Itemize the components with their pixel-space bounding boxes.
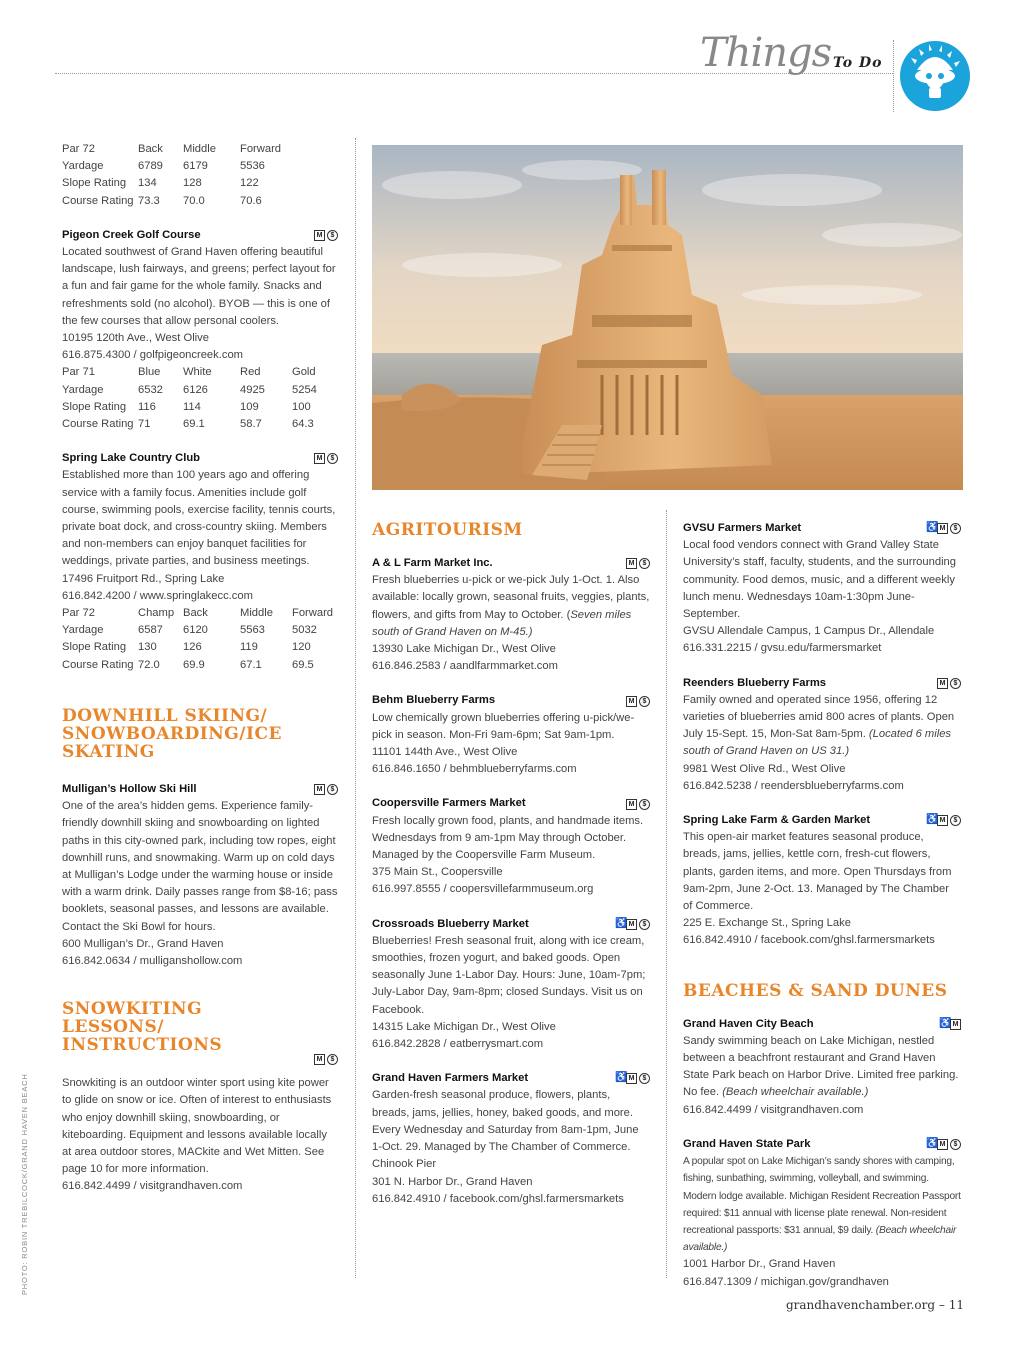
listing-contact: 616.846.2583 / aandlfarmmarket.com bbox=[372, 660, 558, 673]
listing-description: Sandy swimming beach on Lake Michigan, nestled between a beachfront restaurant and Grand Haven State Park beach on Harbor Drive. Limited free parking. No fee. (Beach wheelchair available.) bbox=[683, 1034, 959, 1099]
wheelchair-icon: ♿ bbox=[615, 917, 628, 929]
listing-spring-lake-farm bbox=[683, 812, 961, 950]
listing-description: Local food vendors connect with Grand Valley State University’s staff, faculty, students, and the surrounding community. Food demos, music, and a different weekly lunch menu. Wednesdays 10am-1:30pm June-September. bbox=[683, 539, 956, 621]
restroom-icon: M bbox=[626, 558, 637, 569]
listing-name: Spring Lake Country Club M $ bbox=[62, 450, 338, 467]
listing-description: This open-air market features seasonal produce, breads, jams, jellies, kettle corn, fresh-cut flowers, plants, garden items, and more. Open Thursdays from 9am-2pm, June 2-Oct. 13. Managed by The Chamber of Commerce. bbox=[683, 831, 952, 913]
section-heading-agritourism: AGRITOURISM bbox=[372, 520, 523, 540]
footer-website: grandhavenchamber.org bbox=[785, 1298, 936, 1312]
restroom-icon: M bbox=[314, 1054, 325, 1065]
listing-coopersville bbox=[372, 795, 650, 898]
restroom-icon: M bbox=[937, 678, 948, 689]
listing-description: One of the area’s hidden gems. Experience family-friendly downhill skiing and snowboarding on lighted paths in this city-owned park, including tow ropes, eight downhill runs, and snowmaking. Warm up on cold days at Mulligan’s Lodge under the warming house or inside with a warm drink. Daily passes range from $8-16; pass booklets, seasonal passes, and lessons are available. Contact the Ski Bowl for hours. bbox=[62, 800, 338, 933]
listing-address: GVSU Allendale Campus, 1 Campus Dr., Allendale bbox=[683, 625, 935, 638]
listing-address: 11101 144th Ave., West Olive bbox=[372, 746, 518, 759]
listing-address: 1001 Harbor Dr., Grand Haven bbox=[683, 1258, 836, 1271]
table-row: Yardage 6789 6179 5536 bbox=[62, 160, 265, 173]
fee-icon: $ bbox=[327, 1054, 338, 1065]
page-number: 11 bbox=[948, 1298, 964, 1312]
restroom-icon: M bbox=[314, 453, 325, 464]
listing-contact: 616.842.4499 / visitgrandhaven.com bbox=[683, 1103, 864, 1116]
listing-address: 9981 West Olive Rd., West Olive bbox=[683, 762, 846, 775]
wheelchair-icon: ♿ bbox=[939, 1017, 952, 1029]
table-row: Slope Rating 134 128 122 bbox=[62, 177, 259, 190]
listing-name: Crossroads Blueberry Market ♿ M $ bbox=[372, 916, 650, 933]
section-heading-skiing: DOWNHILL SKIING/ SNOWBOARDING/ICE SKATING bbox=[62, 705, 282, 762]
listing-description: A popular spot on Lake Michigan’s sandy shores with camping, fishing, sunbathing, swimming, volleyball, and swimming. Modern lodge available. Michigan Resident Recreation Passport required: $11 annual with license plate renewal. Non-resident recreational passports: $31 annual, $9 daily. (Beach wheelchair available.) bbox=[683, 1156, 961, 1254]
table-row: Slope Rating 116 114 109 100 bbox=[62, 400, 311, 413]
listing-name: Grand Haven State Park ♿ M $ bbox=[683, 1136, 961, 1153]
fee-icon: $ bbox=[639, 696, 650, 707]
listing-description: Established more than 100 years ago and offering service with a family focus. Amenities include golf course, swimming pools, exercise facility, tennis courts, private boat dock, and cross-country skiing. Members and non-members can enjoy banquet facilities for weddings, private parties, and business meetings. bbox=[62, 469, 336, 568]
restroom-icon: M bbox=[626, 919, 637, 930]
listing-name: Pigeon Creek Golf Course M $ bbox=[62, 227, 338, 244]
listing-gh-farmers-market bbox=[372, 1070, 650, 1208]
sand-castle-photo bbox=[372, 145, 963, 490]
column-1 bbox=[62, 141, 338, 1196]
wheelchair-icon: ♿ bbox=[615, 1072, 628, 1084]
listing-icons bbox=[62, 1054, 338, 1065]
listing-contact: 616.842.4910 / facebook.com/ghsl.farmersmarkets bbox=[683, 934, 935, 947]
listing-name: Reenders Blueberry Farms M $ bbox=[683, 675, 961, 692]
listing-name: A & L Farm Market Inc. M $ bbox=[372, 555, 650, 572]
listing-contact: 616.875.4300 / golfpigeoncreek.com bbox=[62, 349, 243, 362]
page-footer bbox=[786, 1298, 964, 1312]
listing-contact: 616.846.1650 / behmblueberryfarms.com bbox=[372, 763, 577, 776]
fee-icon: $ bbox=[639, 799, 650, 810]
fee-icon: $ bbox=[327, 453, 338, 464]
photo-credit: PHOTO: ROBIN TREBILCOCK/GRAND HAVEN BEACH bbox=[20, 1073, 29, 1295]
restroom-icon: M bbox=[626, 1073, 637, 1084]
fee-icon: $ bbox=[327, 230, 338, 241]
restroom-icon: M bbox=[937, 815, 948, 826]
course-stats-table bbox=[62, 141, 281, 210]
wheelchair-icon: ♿ bbox=[926, 522, 939, 534]
listing-gvsu bbox=[683, 520, 961, 658]
fee-icon: $ bbox=[639, 1073, 650, 1084]
listing-description: Blueberries! Fresh seasonal fruit, along with ice cream, smoothies, frozen yogurt, and baked goods. Open seasonally June 1-Labor Day. Hours: June, 10am-7pm; July-Labor Day, 9am-8pm; closed Sundays. Visit us on Facebook. bbox=[372, 934, 646, 1016]
fee-icon: $ bbox=[639, 558, 650, 569]
listing-mulligans-hollow bbox=[62, 781, 338, 970]
listing-description: Low chemically grown blueberries offering u-pick/we-pick in season. Mon-Fri 9am-6pm; Sat 9am-1pm. bbox=[372, 711, 635, 741]
listing-crossroads bbox=[372, 916, 650, 1054]
listing-address: 14315 Lake Michigan Dr., West Olive bbox=[372, 1020, 556, 1033]
listing-name: Mulligan’s Hollow Ski Hill M $ bbox=[62, 781, 338, 798]
section-title-todo: To Do bbox=[833, 55, 883, 71]
table-row: Yardage 6587 6120 5563 5032 bbox=[62, 624, 317, 637]
table-row: Par 71 Blue White Red Gold bbox=[62, 366, 316, 379]
sun-face-icon bbox=[899, 40, 971, 112]
listing-description: Fresh locally grown food, plants, and handmade items. Wednesdays from 9 am-1pm May through October. Managed by the Coopersville Farm Museum. bbox=[372, 814, 644, 862]
course-stats-table bbox=[62, 605, 333, 674]
listing-name: GVSU Farmers Market ♿ M $ bbox=[683, 520, 961, 537]
listing-description: Garden-fresh seasonal produce, flowers, plants, breads, jams, jellies, honey, baked goods, and more. Every Wednesday and Saturday from 8am-1pm, June 1-Oct. 29. Managed by The Chamber of Commerce. bbox=[372, 1089, 639, 1154]
column-divider bbox=[666, 510, 667, 1278]
listing-name: Grand Haven City Beach ♿ M bbox=[683, 1016, 961, 1033]
fee-icon: $ bbox=[950, 1139, 961, 1150]
fee-icon: $ bbox=[327, 784, 338, 795]
restroom-icon: M bbox=[937, 1139, 948, 1150]
listing-contact: 616.842.4200 / www.springlakecc.com bbox=[62, 589, 253, 602]
listing-contact: 616.331.2215 / gvsu.edu/farmersmarket bbox=[683, 642, 882, 655]
listing-name: Grand Haven Farmers Market ♿ M $ bbox=[372, 1070, 650, 1087]
restroom-icon: M bbox=[937, 523, 948, 534]
listing-address: 301 N. Harbor Dr., Grand Haven bbox=[372, 1175, 533, 1188]
listing-city-beach bbox=[683, 1016, 961, 1119]
listing-contact: 616.842.2828 / eatberrysmart.com bbox=[372, 1038, 544, 1051]
table-row: Yardage 6532 6126 4925 5254 bbox=[62, 383, 317, 396]
listing-address: 600 Mulligan’s Dr., Grand Haven bbox=[62, 937, 224, 950]
listing-a-and-l bbox=[372, 555, 650, 675]
restroom-icon: M bbox=[314, 230, 325, 241]
fee-icon: $ bbox=[950, 815, 961, 826]
restroom-icon: M bbox=[950, 1019, 961, 1030]
listing-contact: 616.842.5238 / reendersblueberryfarms.com bbox=[683, 779, 904, 792]
table-row: Slope Rating 130 126 119 120 bbox=[62, 641, 311, 654]
listing-behm bbox=[372, 692, 650, 778]
table-row: Par 72 Champ Back Middle Forward bbox=[62, 607, 334, 620]
header-vertical-rule bbox=[893, 40, 894, 112]
table-row: Course Rating 72.0 69.9 67.1 69.5 bbox=[62, 658, 314, 671]
restroom-icon: M bbox=[626, 696, 637, 707]
column-divider bbox=[355, 138, 356, 1278]
listing-address: 10195 120th Ave., West Olive bbox=[62, 332, 209, 345]
listing-state-park bbox=[683, 1136, 961, 1291]
listing-description: Family owned and operated since 1956, offering 12 varieties of blueberries amid 800 acres of plants. Open July 15-Sept. 15, Mon-Sat 8am-5pm. (Located 6 miles south of Grand Haven on US 31.) bbox=[683, 693, 955, 758]
column-3 bbox=[683, 520, 961, 1291]
listing-reenders bbox=[683, 675, 961, 795]
section-heading-beaches: BEACHES & SAND DUNES bbox=[683, 980, 948, 1001]
listing-address: 375 Main St., Coopersville bbox=[372, 866, 503, 879]
course-stats-table bbox=[62, 364, 317, 433]
listing-spring-lake-cc bbox=[62, 450, 338, 674]
listing-contact: 616.842.0634 / mulliganshollow.com bbox=[62, 954, 243, 967]
table-row: Course Rating 73.3 70.0 70.6 bbox=[62, 194, 262, 207]
listing-description: Snowkiting is an outdoor winter sport using kite power to glide on snow or ice. Often of interest to enthusiasts who enjoy downhill skiing, snowboarding, or kiteboarding. Equipment and lessons available locally at area outdoor stores, MACkite and Wet Mitten. See page 10 for more information. bbox=[62, 1077, 332, 1176]
listing-name: Behm Blueberry Farms M $ bbox=[372, 692, 650, 709]
listing-description: Located southwest of Grand Haven offering beautiful landscape, lush fairways, and greens; perfect layout for a fun and fair game for the whole family. Snacks and refreshments sold (no alcohol). BYOB — this is one of the few courses that allow personal coolers. bbox=[62, 246, 336, 327]
section-heading-snowkiting: SNOWKITING LESSONS/ INSTRUCTIONS bbox=[62, 999, 223, 1056]
restroom-icon: M bbox=[626, 799, 637, 810]
listing-address: 225 E. Exchange St., Spring Lake bbox=[683, 917, 851, 930]
listing-address: 17496 Fruitport Rd., Spring Lake bbox=[62, 572, 225, 585]
listing-place: Chinook Pier bbox=[372, 1158, 437, 1171]
wheelchair-icon: ♿ bbox=[926, 1137, 939, 1149]
fee-icon: $ bbox=[950, 523, 961, 534]
table-row: Par 72 Back Middle Forward bbox=[62, 143, 282, 155]
section-title-script: Things bbox=[700, 30, 832, 76]
listing-contact: 616.997.8555 / coopersvillefarmmuseum.org bbox=[372, 883, 594, 896]
listing-contact: 616.842.4499 / visitgrandhaven.com bbox=[62, 1180, 243, 1193]
column-2 bbox=[372, 521, 650, 1208]
footer-separator: – bbox=[935, 1298, 949, 1312]
listing-name: Coopersville Farmers Market M $ bbox=[372, 795, 650, 812]
listing-description: Fresh blueberries u-pick or we-pick July 1-Oct. 1. Also available: locally grown, seasonal fruits, veggies, plants, flowers, and gifts from May to October. (Seven miles south of Grand Haven on M-45.) bbox=[372, 574, 650, 638]
fee-icon: $ bbox=[639, 919, 650, 930]
listing-snowkiting bbox=[62, 1075, 338, 1195]
listing-contact: 616.847.1309 / michigan.gov/grandhaven bbox=[683, 1275, 889, 1288]
listing-address: 13930 Lake Michigan Dr., West Olive bbox=[372, 643, 556, 656]
fee-icon: $ bbox=[950, 678, 961, 689]
listing-pigeon-creek bbox=[62, 227, 338, 433]
restroom-icon: M bbox=[314, 784, 325, 795]
listing-name: Spring Lake Farm & Garden Market ♿ M $ bbox=[683, 812, 961, 829]
table-row: Course Rating 71 69.1 58.7 64.3 bbox=[62, 418, 314, 431]
listing-contact: 616.842.4910 / facebook.com/ghsl.farmersmarkets bbox=[372, 1192, 624, 1205]
wheelchair-icon: ♿ bbox=[926, 814, 939, 826]
